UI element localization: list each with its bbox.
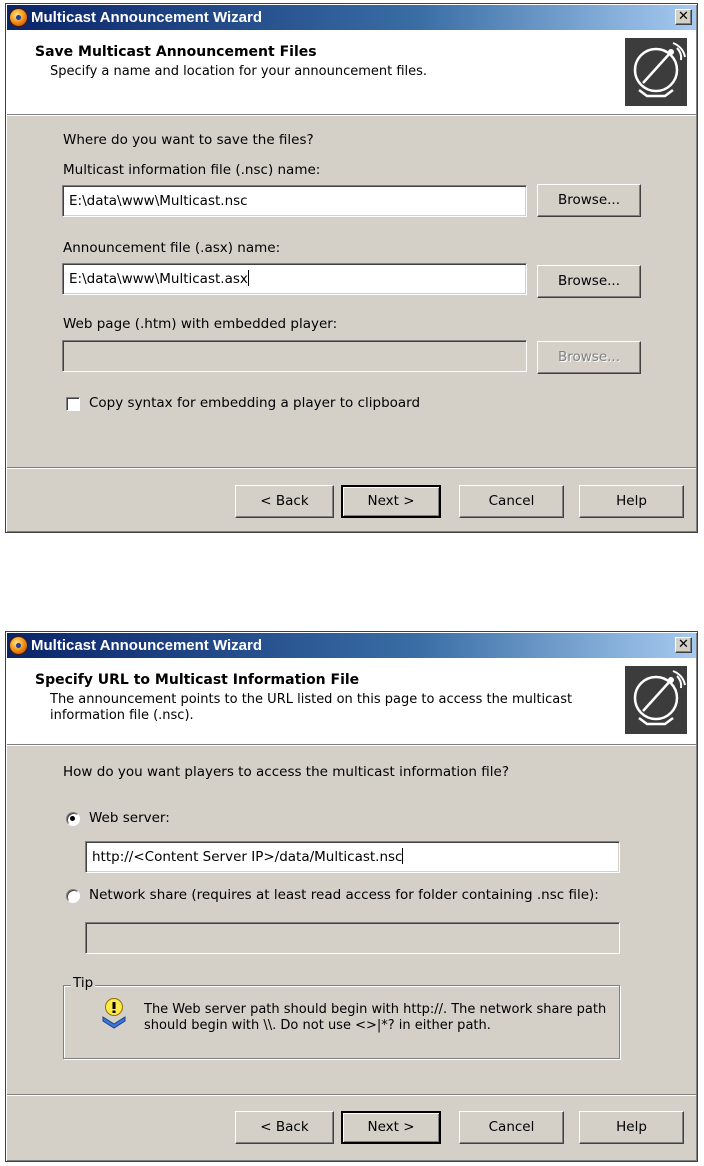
text-cursor xyxy=(248,270,249,286)
satellite-dish-icon xyxy=(625,666,687,734)
web-server-url-value: http://<Content Server IP>/data/Multicast.nsc xyxy=(92,849,403,865)
button-separator xyxy=(7,467,696,469)
network-share-input[interactable] xyxy=(85,922,620,954)
nsc-file-input[interactable]: E:\data\www\Multicast.nsc xyxy=(62,185,527,217)
network-share-label[interactable]: Network share (requires at least read access for folder containing .nsc file): xyxy=(89,887,599,903)
web-server-radio[interactable] xyxy=(66,812,80,826)
browse-htm-button[interactable]: Browse... xyxy=(537,341,641,374)
app-icon xyxy=(10,9,27,26)
text-cursor xyxy=(402,848,403,864)
access-question-label: How do you want players to access the multicast information file? xyxy=(63,764,509,780)
help-button[interactable]: Help xyxy=(579,1111,684,1144)
next-button[interactable]: Next > xyxy=(341,1111,441,1144)
browse-nsc-button[interactable]: Browse... xyxy=(537,184,641,217)
close-button[interactable]: ✕ xyxy=(675,637,692,653)
button-separator xyxy=(7,1094,696,1096)
window-title: Multicast Announcement Wizard xyxy=(31,9,262,26)
network-share-radio[interactable] xyxy=(66,889,80,903)
cancel-button[interactable]: Cancel xyxy=(459,485,564,518)
help-button[interactable]: Help xyxy=(579,485,684,518)
htm-page-label: Web page (.htm) with embedded player: xyxy=(63,316,338,332)
web-server-url-input[interactable] xyxy=(85,841,620,873)
satellite-dish-icon xyxy=(625,38,687,106)
wizard-header xyxy=(7,658,696,745)
window-title: Multicast Announcement Wizard xyxy=(31,637,262,654)
back-button[interactable]: < Back xyxy=(235,1111,334,1144)
cancel-button[interactable]: Cancel xyxy=(459,1111,564,1144)
app-icon xyxy=(10,637,27,654)
close-button[interactable]: ✕ xyxy=(675,9,692,25)
back-button[interactable]: < Back xyxy=(235,485,334,518)
save-question-label: Where do you want to save the files? xyxy=(63,132,314,148)
wizard-dialog-save-files xyxy=(5,3,698,533)
wizard-header xyxy=(7,30,696,115)
wizard-dialog-specify-url xyxy=(5,631,698,1162)
tip-legend: Tip xyxy=(73,975,94,991)
next-button[interactable]: Next > xyxy=(341,485,441,518)
nsc-file-label: Multicast information file (.nsc) name: xyxy=(63,162,321,178)
lightbulb-tip-icon xyxy=(101,997,127,1031)
browse-asx-button[interactable]: Browse... xyxy=(537,265,641,298)
header-title: Save Multicast Announcement Files xyxy=(35,44,317,60)
tip-text: The Web server path should begin with http://. The network share path should begin with \\. Do not use <>|*? in either path. xyxy=(144,1002,607,1033)
header-title: Specify URL to Multicast Information File xyxy=(35,672,360,688)
web-server-label[interactable]: Web server: xyxy=(89,810,170,826)
asx-file-value: E:\data\www\Multicast.asx xyxy=(69,271,248,287)
title-bar xyxy=(7,5,696,30)
htm-page-input[interactable] xyxy=(62,340,527,372)
title-bar xyxy=(7,633,696,658)
asx-file-input[interactable] xyxy=(62,263,527,295)
header-subtitle: Specify a name and location for your announcement files. xyxy=(50,64,428,79)
copy-syntax-checkbox[interactable] xyxy=(66,397,80,411)
header-subtitle: The announcement points to the URL listed on this page to access the multicast information file (.nsc). xyxy=(50,692,573,723)
asx-file-label: Announcement file (.asx) name: xyxy=(63,240,281,256)
copy-syntax-label[interactable]: Copy syntax for embedding a player to clipboard xyxy=(89,395,421,411)
